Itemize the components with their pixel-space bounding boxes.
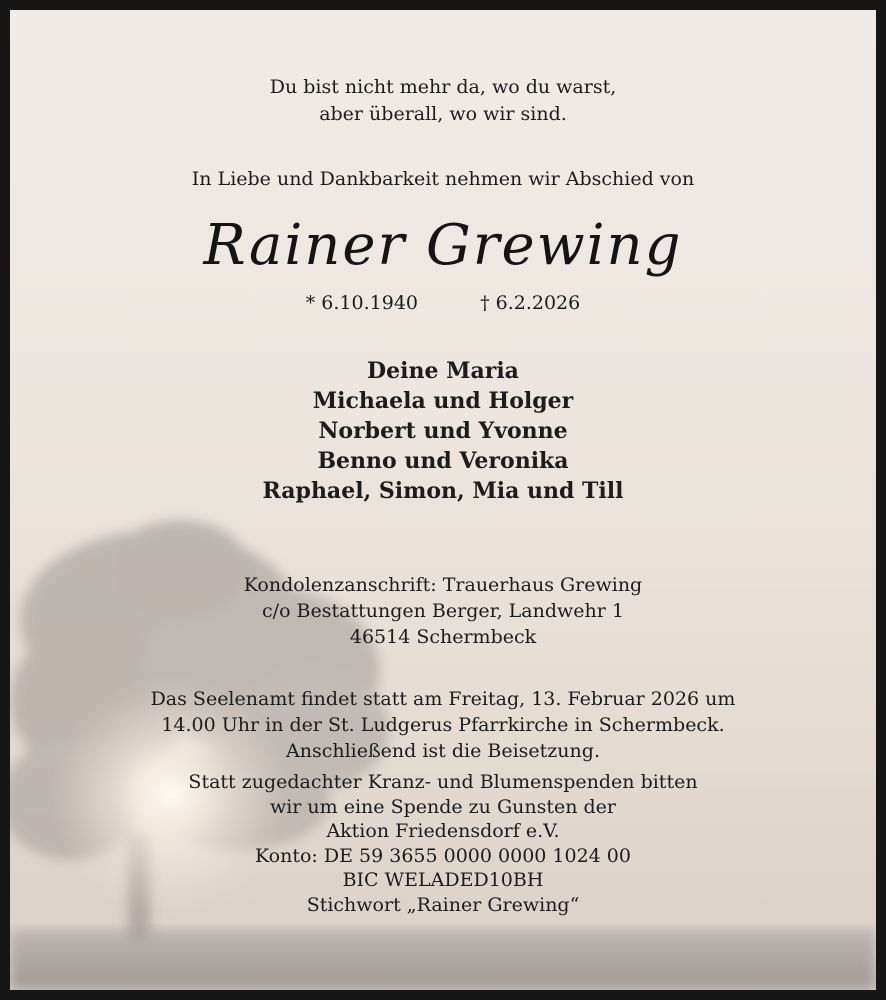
life-dates (10, 290, 876, 317)
donation-keyword: Stichwort „Rainer Grewing“ (306, 893, 580, 916)
donation-line: Aktion Friedensdorf e.V. (326, 820, 560, 842)
bank-bic: BIC WELADED10BH (342, 869, 544, 891)
bank-account: Konto: DE 59 3655 0000 0000 1024 00 (255, 844, 631, 867)
mourner-line: Benno und Veronika (317, 448, 569, 474)
donation-request (10, 770, 876, 917)
service-info (10, 686, 876, 764)
donation-line: wir um eine Spende zu Gunsten der (269, 795, 617, 818)
service-line: 14.00 Uhr in der St. Ludgerus Pfarrkirche in Schermbeck. (161, 714, 725, 736)
verse-line: aber überall, wo wir sind. (319, 103, 567, 125)
donation-line: Statt zugedachter Kranz- und Blumenspenden bitten (188, 771, 698, 793)
condolence-address (10, 572, 876, 650)
mourner-line: Norbert und Yvonne (318, 418, 568, 444)
intro-text: In Liebe und Dankbarkeit nehmen wir Abschied von (191, 168, 695, 190)
address-line: c/o Bestattungen Berger, Landwehr 1 (262, 600, 624, 622)
deceased-name: Rainer Grewing (203, 213, 683, 278)
address-line: 46514 Schermbeck (349, 626, 537, 648)
service-line: Anschließend ist die Beisetzung. (286, 740, 600, 762)
birth-date: * 6.10.1940 (305, 292, 419, 314)
mourner-line: Deine Maria (367, 358, 519, 384)
service-line: Das Seelenamt findet statt am Freitag, 13. Februar 2026 um (150, 688, 736, 710)
obituary-card (10, 10, 876, 990)
verse-quote (10, 74, 876, 128)
verse-line: Du bist nicht mehr da, wo du warst, (269, 76, 617, 98)
mourner-line: Raphael, Simon, Mia und Till (262, 478, 624, 504)
address-line: Kondolenzanschrift: Trauerhaus Grewing (243, 574, 643, 596)
mourners-list (10, 356, 876, 506)
mourner-line: Michaela und Holger (312, 388, 574, 414)
death-date: † 6.2.2026 (480, 292, 581, 314)
